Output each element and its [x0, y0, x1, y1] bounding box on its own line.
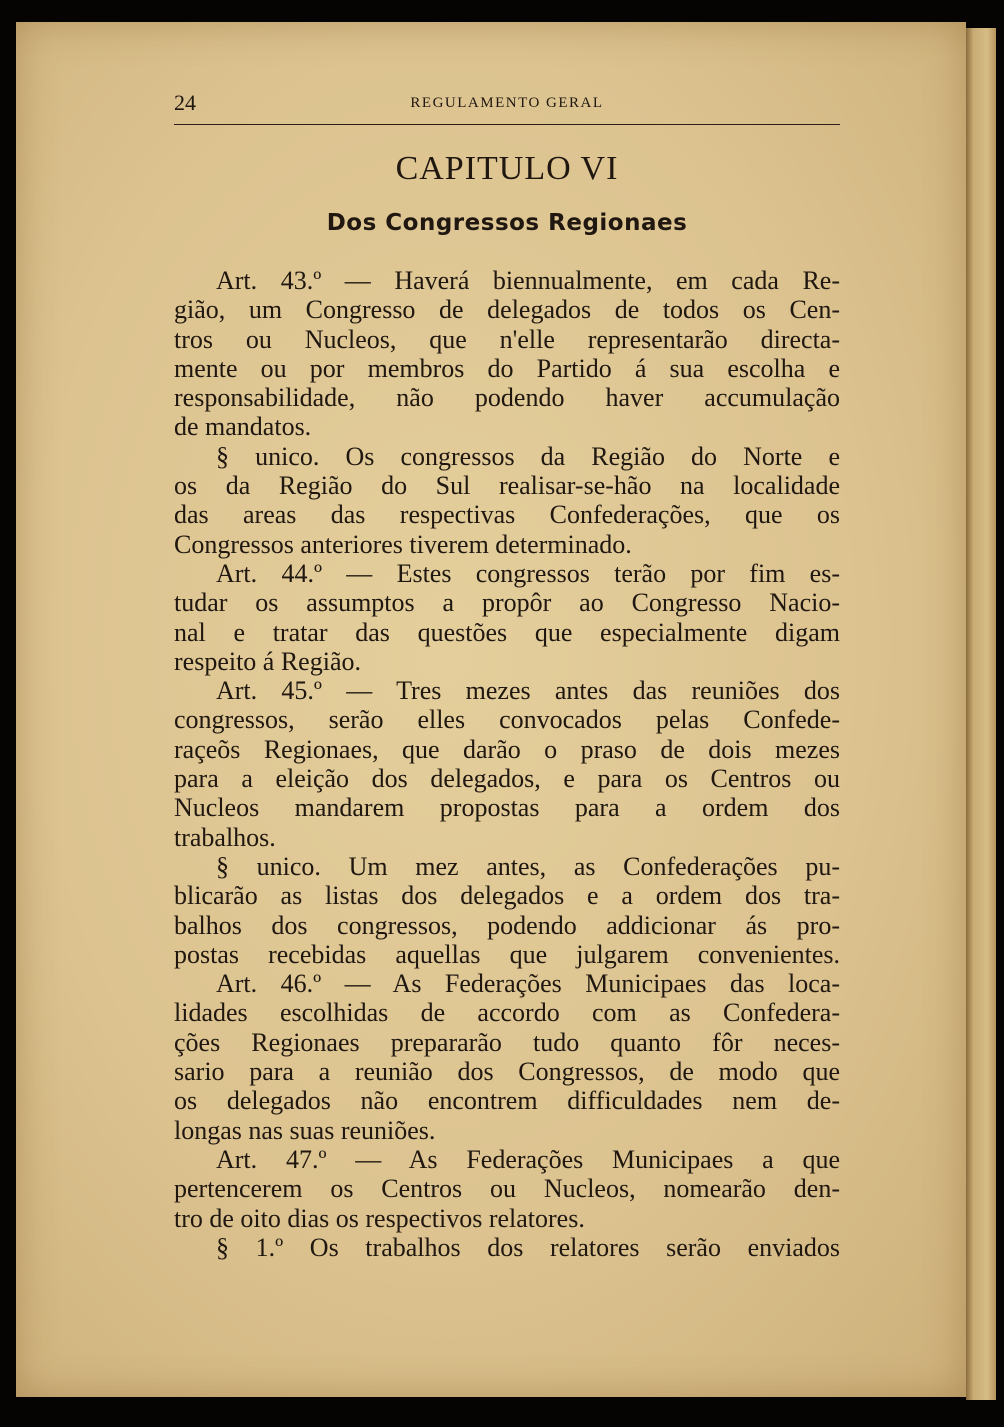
- text-line: Art. 47.º — As Federações Municipaes a que: [216, 1144, 840, 1174]
- text-line: raçeõs Regionaes, que darão o praso de dois mezes: [174, 734, 840, 764]
- text-line: Art. 46.º — As Federações Municipaes das loca-: [216, 969, 840, 999]
- text-line: trabalhos.: [174, 822, 276, 852]
- text-line: lidades escolhidas de accordo com as Confedera-: [174, 998, 840, 1028]
- running-title: REGULAMENTO GERAL: [410, 95, 604, 111]
- text-line: respeito á Região.: [174, 646, 361, 676]
- text-line: pertencerem os Centros ou Nucleos, nomearão den-: [174, 1174, 840, 1204]
- text-line: § unico. Um mez antes, as Confederações pu-: [216, 851, 840, 881]
- text-line: blicarão as listas dos delegados e a ordem dos tra-: [174, 881, 840, 911]
- text-line: de mandatos.: [174, 412, 312, 442]
- text-line: gião, um Congresso de delegados de todos os Cen-: [174, 295, 840, 325]
- text-line: congressos, serão elles convocados pelas Confede-: [174, 705, 840, 735]
- text-line: nal e tratar das questões que especialmente digam: [174, 617, 840, 647]
- running-header: [174, 90, 840, 125]
- text-line: Art. 43.º — Haverá biennualmente, em cada Re-: [216, 266, 840, 295]
- text-line: para a eleição dos delegados, e para os Centros ou: [174, 764, 840, 794]
- text-line: Art. 44.º — Estes congressos terão por fim es-: [216, 558, 840, 588]
- text-line: Art. 45.º — Tres mezes antes das reuniões dos: [216, 676, 840, 706]
- text-line: tudar os assumptos a propôr ao Congresso Nacio-: [174, 588, 840, 618]
- text-line: § 1.º Os trabalhos dos relatores serão enviados: [216, 1232, 840, 1262]
- text-line: postas recebidas aquellas que julgarem convenientes.: [174, 939, 840, 969]
- text-line: § unico. Os congressos da Região do Norte e: [216, 441, 840, 471]
- chapter-title: CAPITULO VI: [395, 150, 619, 187]
- text-line: das areas das respectivas Confederações, que os: [174, 500, 840, 530]
- text-line: ções Regionaes prepararão tudo quanto fôr neces-: [174, 1027, 840, 1057]
- text-line: os da Região do Sul realisar-se-hão na localidade: [174, 471, 840, 501]
- text-line: tros ou Nucleos, que n'elle representarão directa-: [174, 324, 840, 354]
- text-line: os delegados não encontrem difficuldades nem de-: [174, 1086, 840, 1116]
- text-line: Congressos anteriores tiverem determinado.: [174, 529, 632, 559]
- text-line: Nucleos mandarem propostas para a ordem dos: [174, 793, 840, 823]
- text-line: mente ou por membros do Partido á sua escolha e: [174, 353, 840, 383]
- text-line: sario para a reunião dos Congressos, de modo que: [174, 1057, 840, 1087]
- text-line: longas nas suas reuniões.: [174, 1115, 436, 1145]
- text-line: balhos dos congressos, podendo addicionar ás pro-: [174, 910, 840, 940]
- chapter-subtitle: Dos Congressos Regionaes: [326, 210, 688, 236]
- text-line: responsabilidade, não podendo haver accumulação: [174, 383, 840, 413]
- page-number: 24: [174, 90, 196, 115]
- text-line: tro de oito dias os respectivos relatores.: [174, 1203, 585, 1233]
- adjacent-page-edge: [966, 28, 996, 1400]
- body-text: [174, 266, 840, 1262]
